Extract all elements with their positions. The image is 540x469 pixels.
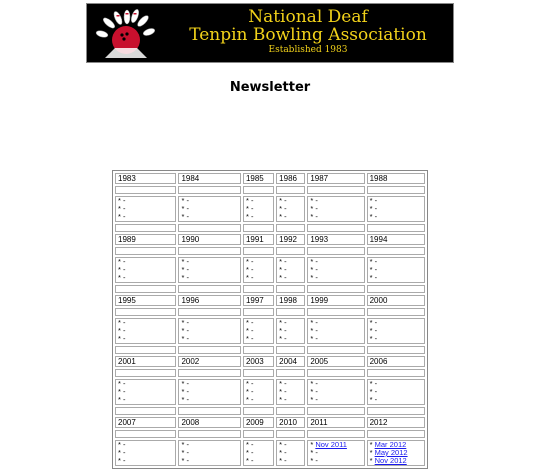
spacer-cell <box>276 346 305 354</box>
year-cell: 2003 <box>243 356 274 367</box>
spacer-cell <box>307 369 364 377</box>
issue-entry: * - <box>245 334 254 343</box>
spacer-cell <box>276 369 305 377</box>
issue-entry: * - <box>310 196 318 205</box>
issue-entry: * - <box>310 273 318 282</box>
year-cell: 1991 <box>243 234 274 245</box>
issues-cell <box>178 196 240 222</box>
issue-entry: * - <box>181 318 189 327</box>
issue-entry: * - <box>369 318 378 327</box>
spacer-cell <box>367 308 425 316</box>
issue-entry: * - <box>181 326 189 335</box>
issue-entry: * - <box>245 257 254 266</box>
issues-cell <box>367 440 425 466</box>
issue-entry: * - <box>181 334 189 343</box>
issue-entry: * - <box>369 273 378 282</box>
bowling-pins-and-ball-logo <box>93 8 159 60</box>
spacer-cell <box>276 308 305 316</box>
issue-entry: * - <box>310 395 318 404</box>
year-cell: 2000 <box>367 295 425 306</box>
year-cell: 1994 <box>367 234 425 245</box>
issues-cell <box>307 379 364 405</box>
issues-cell <box>178 440 240 466</box>
spacer-cell <box>115 430 176 438</box>
issues-cell <box>243 440 274 466</box>
spacer-cell <box>243 407 274 415</box>
issues-cell <box>276 440 305 466</box>
issue-entry: * - <box>310 334 318 343</box>
issue-entry: * - <box>310 448 318 457</box>
spacer-cell <box>243 308 274 316</box>
issue-entry: * May 2012 <box>369 448 408 457</box>
spacer-cell <box>178 224 240 232</box>
issue-entry: * - <box>279 265 287 274</box>
issues-cell <box>367 318 425 344</box>
issue-entry: * - <box>310 212 318 221</box>
year-cell: 2012 <box>367 417 425 428</box>
issues-cell <box>307 257 364 283</box>
issue-entry: * - <box>245 448 254 457</box>
issue-entry: * Nov 2011 <box>310 440 347 449</box>
issues-cell <box>115 379 176 405</box>
issue-entry: * - <box>181 257 189 266</box>
issue-entry: * Nov 2012 <box>369 456 407 465</box>
year-row <box>115 295 425 306</box>
issue-entry: * - <box>369 212 378 221</box>
spacer-cell <box>367 186 425 194</box>
issue-entry: * - <box>279 212 287 221</box>
issue-entry: * - <box>310 204 318 213</box>
spacer-cell <box>243 285 274 293</box>
issues-cell <box>243 318 274 344</box>
issue-entry: * - <box>245 196 254 205</box>
spacer-cell <box>115 224 176 232</box>
spacer-cell <box>178 308 240 316</box>
year-row <box>115 234 425 245</box>
issue-entry: * - <box>369 334 378 343</box>
newsletter-issue-link[interactable]: Nov 2012 <box>374 456 407 465</box>
issues-cell <box>276 257 305 283</box>
year-cell: 1998 <box>276 295 305 306</box>
issue-entry: * - <box>310 265 318 274</box>
spacer-cell <box>243 186 274 194</box>
spacer-cell <box>178 430 240 438</box>
banner-title-line2: Tenpin Bowling Association <box>189 25 427 45</box>
year-cell: 2010 <box>276 417 305 428</box>
newsletter-issue-link[interactable]: Mar 2012 <box>374 440 407 449</box>
issues-cell <box>276 196 305 222</box>
issue-entry: * - <box>118 379 126 388</box>
issues-cell <box>178 379 240 405</box>
issue-entry: * - <box>279 257 287 266</box>
year-cell: 1995 <box>115 295 176 306</box>
year-cell: 2008 <box>178 417 240 428</box>
issue-entry: * - <box>369 265 378 274</box>
year-cell: 1989 <box>115 234 176 245</box>
issues-cell <box>115 318 176 344</box>
issue-entry: * - <box>369 196 378 205</box>
year-cell: 2002 <box>178 356 240 367</box>
year-cell: 2009 <box>243 417 274 428</box>
spacer-cell <box>307 285 364 293</box>
issue-entry: * - <box>245 379 254 388</box>
issue-entry: * - <box>245 387 254 396</box>
issue-entry: * - <box>245 318 254 327</box>
issues-cell <box>243 379 274 405</box>
issues-cell <box>115 440 176 466</box>
issues-cell <box>115 196 176 222</box>
year-cell: 1999 <box>307 295 364 306</box>
issues-cell <box>243 196 274 222</box>
issue-entry: * - <box>279 440 287 449</box>
spacer-cell <box>243 369 274 377</box>
issue-entry: * - <box>310 387 318 396</box>
issue-entry: * - <box>181 196 189 205</box>
spacer-cell <box>115 308 176 316</box>
issue-entry: * - <box>181 448 189 457</box>
issue-entry: * - <box>369 204 378 213</box>
spacer-cell <box>307 430 364 438</box>
spacer-cell <box>276 224 305 232</box>
issues-cell <box>178 318 240 344</box>
issue-entry: * - <box>369 257 378 266</box>
spacer-cell <box>276 285 305 293</box>
issue-entry: * - <box>181 379 189 388</box>
year-cell: 1997 <box>243 295 274 306</box>
issue-entry: * - <box>279 456 287 465</box>
year-cell: 1993 <box>307 234 364 245</box>
issues-row <box>115 196 425 222</box>
spacer-cell <box>307 308 364 316</box>
spacer-cell <box>115 346 176 354</box>
spacer-cell <box>276 407 305 415</box>
issue-entry: * - <box>245 456 254 465</box>
spacer-cell <box>178 407 240 415</box>
issue-entry: * - <box>181 395 189 404</box>
year-cell: 2001 <box>115 356 176 367</box>
issues-cell <box>307 196 364 222</box>
issue-entry: * - <box>369 395 378 404</box>
spacer-cell <box>276 247 305 255</box>
spacer-cell <box>276 186 305 194</box>
year-cell: 2005 <box>307 356 364 367</box>
banner-title-line1: National Deaf <box>248 7 368 27</box>
spacer-cell <box>243 346 274 354</box>
spacer-cell <box>115 285 176 293</box>
issues-row <box>115 440 425 466</box>
issue-entry: * - <box>245 440 254 449</box>
issue-entry: * - <box>181 204 189 213</box>
issues-cell <box>276 379 305 405</box>
issue-entry: * - <box>245 326 254 335</box>
spacer-cell <box>367 346 425 354</box>
year-cell: 2006 <box>367 356 425 367</box>
spacer-cell <box>178 285 240 293</box>
issue-entry: * - <box>245 265 254 274</box>
spacer-cell <box>367 369 425 377</box>
year-cell: 1984 <box>178 173 240 184</box>
year-row <box>115 173 425 184</box>
banner-established: Established 1983 <box>268 45 348 55</box>
newsletter-issue-link[interactable]: Nov 2011 <box>315 440 347 449</box>
issue-entry: * - <box>181 212 189 221</box>
issue-entry: * - <box>118 326 126 335</box>
issue-entry: * - <box>279 448 287 457</box>
issues-cell <box>115 257 176 283</box>
issue-entry: * - <box>310 326 318 335</box>
year-cell: 1983 <box>115 173 176 184</box>
spacer-cell <box>367 247 425 255</box>
issue-entry: * - <box>279 334 287 343</box>
year-cell: 1996 <box>178 295 240 306</box>
spacer-cell <box>115 369 176 377</box>
issue-entry: * Mar 2012 <box>369 440 407 449</box>
issue-entry: * - <box>245 273 254 282</box>
issue-entry: * - <box>181 456 189 465</box>
issue-entry: * - <box>369 379 378 388</box>
spacer-cell <box>178 346 240 354</box>
spacer-cell <box>367 224 425 232</box>
spacer-cell <box>115 407 176 415</box>
issues-cell <box>243 257 274 283</box>
issue-entry: * - <box>181 387 189 396</box>
issue-entry: * - <box>245 395 254 404</box>
spacer-cell <box>307 186 364 194</box>
spacer-cell <box>367 407 425 415</box>
issue-entry: * - <box>118 440 126 449</box>
issue-entry: * - <box>245 212 254 221</box>
year-row <box>115 417 425 428</box>
issue-entry: * - <box>279 196 287 205</box>
issue-entry: * - <box>279 318 287 327</box>
issue-entry: * - <box>369 326 378 335</box>
spacer-cell <box>178 369 240 377</box>
year-cell: 1985 <box>243 173 274 184</box>
spacer-cell <box>307 346 364 354</box>
issue-entry: * - <box>279 379 287 388</box>
issues-cell <box>307 318 364 344</box>
issue-entry: * - <box>310 379 318 388</box>
issue-entry: * - <box>118 387 126 396</box>
spacer-cell <box>367 285 425 293</box>
site-banner <box>86 3 454 63</box>
issue-entry: * - <box>118 273 126 282</box>
newsletter-issue-link[interactable]: May 2012 <box>374 448 408 457</box>
spacer-cell <box>307 224 364 232</box>
issue-entry: * - <box>118 448 126 457</box>
spacer-cell <box>307 247 364 255</box>
issue-entry: * - <box>118 318 126 327</box>
spacer-cell <box>178 186 240 194</box>
spacer-cell <box>307 407 364 415</box>
issue-entry: * - <box>279 326 287 335</box>
issue-entry: * - <box>181 440 189 449</box>
issue-entry: * - <box>181 273 189 282</box>
spacer-cell <box>115 247 176 255</box>
spacer-cell <box>243 247 274 255</box>
year-cell: 2011 <box>307 417 364 428</box>
issues-row <box>115 257 425 283</box>
year-cell: 1988 <box>367 173 425 184</box>
issue-entry: * - <box>369 387 378 396</box>
year-cell: 1986 <box>276 173 305 184</box>
year-cell: 1990 <box>178 234 240 245</box>
issue-entry: * - <box>118 456 126 465</box>
issue-entry: * - <box>310 318 318 327</box>
issues-row <box>115 318 425 344</box>
issue-entry: * - <box>310 456 318 465</box>
spacer-cell <box>367 430 425 438</box>
issues-row <box>115 379 425 405</box>
issues-cell <box>367 196 425 222</box>
year-cell: 2007 <box>115 417 176 428</box>
issue-entry: * - <box>118 212 126 221</box>
issue-entry: * - <box>118 204 126 213</box>
issues-cell <box>367 379 425 405</box>
year-cell: 2004 <box>276 356 305 367</box>
issue-entry: * - <box>310 257 318 266</box>
spacer-cell <box>243 430 274 438</box>
newsletter-archive-table <box>112 170 428 469</box>
issue-entry: * - <box>118 257 126 266</box>
year-row <box>115 356 425 367</box>
issue-entry: * - <box>279 395 287 404</box>
issue-entry: * - <box>245 204 254 213</box>
issues-cell <box>307 440 364 466</box>
year-cell: 1987 <box>307 173 364 184</box>
year-cell: 1992 <box>276 234 305 245</box>
issue-entry: * - <box>279 387 287 396</box>
issue-entry: * - <box>118 334 126 343</box>
issues-cell <box>276 318 305 344</box>
spacer-cell <box>276 430 305 438</box>
issue-entry: * - <box>118 196 126 205</box>
issue-entry: * - <box>118 265 126 274</box>
issue-entry: * - <box>118 395 126 404</box>
spacer-cell <box>115 186 176 194</box>
spacer-cell <box>243 224 274 232</box>
issues-cell <box>178 257 240 283</box>
spacer-cell <box>178 247 240 255</box>
issue-entry: * - <box>279 273 287 282</box>
issues-cell <box>367 257 425 283</box>
issue-entry: * - <box>279 204 287 213</box>
issue-entry: * - <box>181 265 189 274</box>
page-title: Newsletter <box>229 80 311 95</box>
